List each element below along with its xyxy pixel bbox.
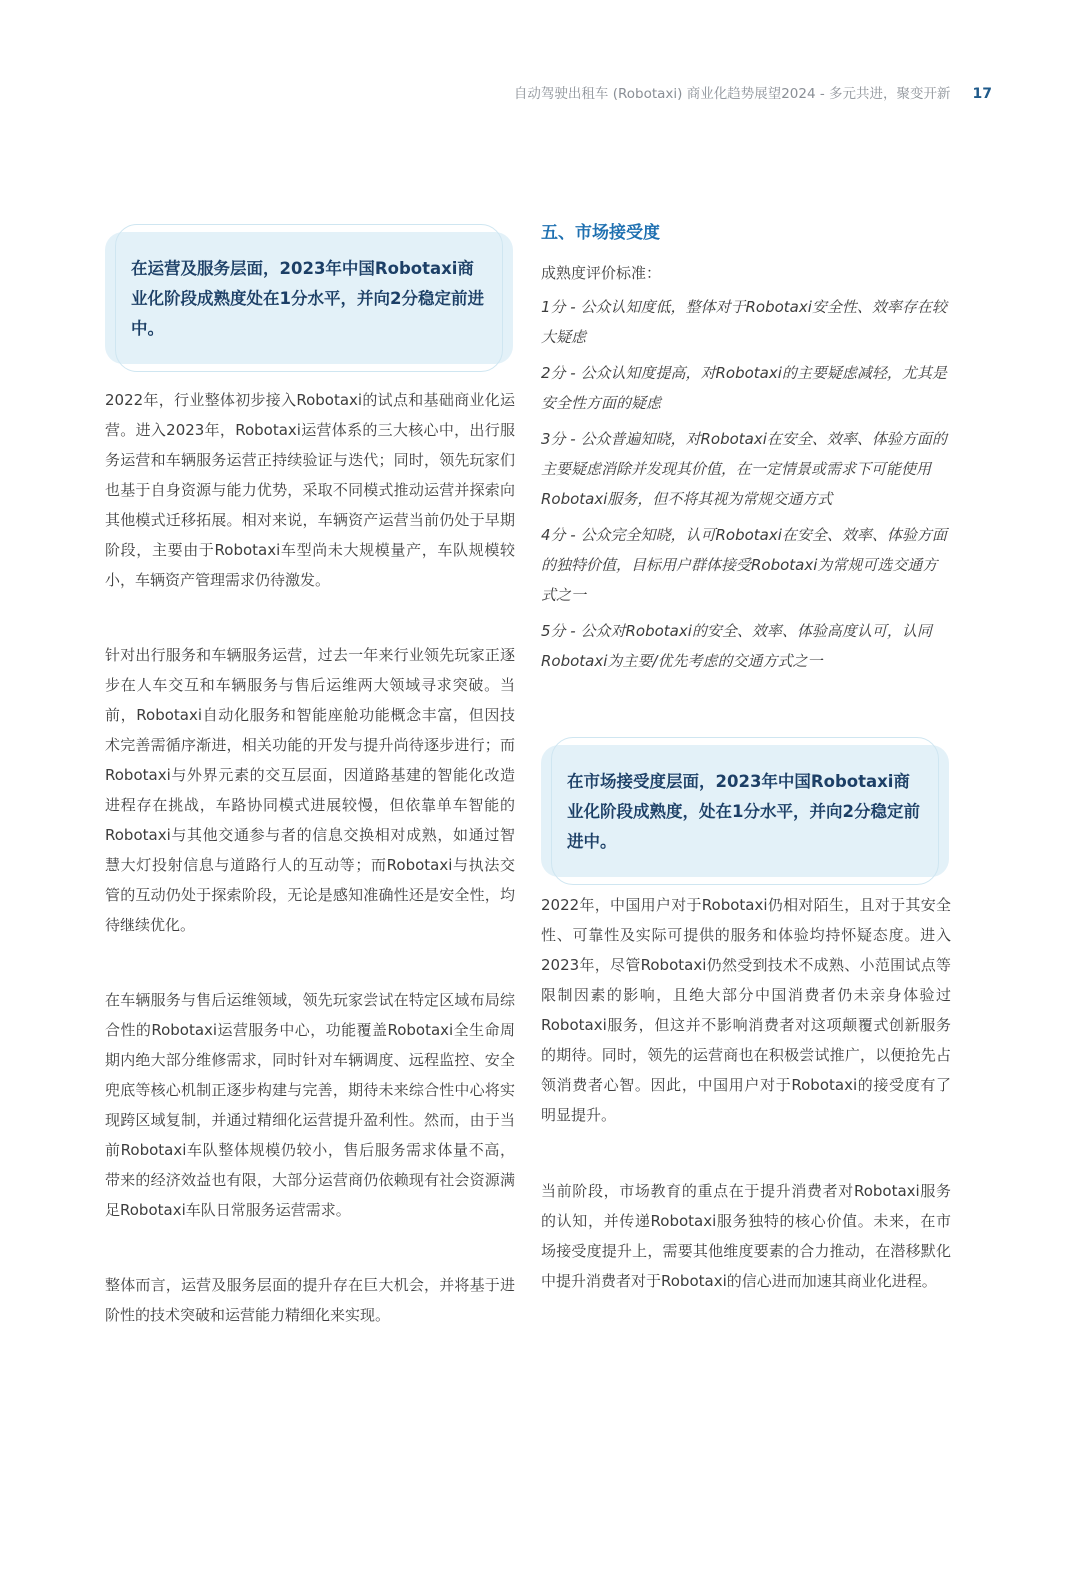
paragraph: 针对出行服务和车辆服务运营，过去一年来行业领先玩家正逐步在人车交互和车辆服务与售后运维两大领域寻求突破。当前，Robotaxi自动化服务和智能座舱功能概念丰富，但因技术完善需循序渐进，相关功能的开发与提升尚待逐步进行；而Robotaxi与外界元素的交互层面，因道路基建的智能化改造进程存在挑战，车路协同模式进展较慢，但依靠单车智能的Robotaxi与其他交通参与者的信息交换相对成熟，如通过智慧大灯投射信息与道路行人的互动等；而Robotaxi与执法交管的互动仍处于探索阶段，无论是感知准确性还是安全性，均待继续优化。 — [105, 646, 515, 934]
running-header — [300, 82, 992, 102]
operations-callout: 在运营及服务层面，2023年中国Robotaxi商业化阶段成熟度处在1分水平，并向2分稳定前进中。 — [105, 232, 513, 364]
paragraph: 在车辆服务与售后运维领域，领先玩家尝试在特定区域布局综合性的Robotaxi运营服务中心，功能覆盖Robotaxi全生命周期内绝大部分维修需求，同时针对车辆调度、远程监控、安全兜底等核心机制正逐步构建与完善，期待未来综合性中心将实现跨区域复制，并通过精细化运营提升盈利性。然而，由于当前Robotaxi车队整体规模仍较小，售后服务需求体量不高，带来的经济效益也有限，大部分运营商仍依赖现有社会资源满足Robotaxi车队日常服务运营需求。 — [105, 991, 515, 1219]
criteria-item: 5分 - 公众对Robotaxi的安全、效率、体验高度认可，认同Robotaxi为主要/优先考虑的交通方式之一 — [541, 622, 932, 670]
criteria-item: 1分 - 公众认知度低，整体对于Robotaxi安全性、效率存在较大疑虑 — [541, 298, 947, 346]
header-title: 自动驾驶出租车 (Robotaxi) 商业化趋势展望2024 - 多元共进，聚变开新 — [513, 86, 951, 102]
criteria-item: 3分 - 公众普遍知晓，对Robotaxi在安全、效率、体验方面的主要疑虑消除并发现其价值，在一定情景或需求下可能使用Robotaxi服务，但不将其视为常规交通方式 — [541, 430, 947, 508]
maturity-criteria-list — [541, 292, 951, 676]
market-acceptance-callout: 在市场接受度层面，2023年中国Robotaxi商业化阶段成熟度，处在1分水平，并向2分稳定前进中。 — [541, 745, 949, 877]
paragraph: 当前阶段，市场教育的重点在于提升消费者对Robotaxi服务的认知，并传递Robotaxi服务独特的核心价值。未来，在市场接受度提升上，需要其他维度要素的合力推动，在潜移默化中提升消费者对于Robotaxi的信心进而加速其商业化进程。 — [541, 1182, 951, 1290]
paragraph: 整体而言，运营及服务层面的提升存在巨大机会，并将基于进阶性的技术突破和运营能力精细化来实现。 — [105, 1276, 515, 1324]
criteria-item: 4分 - 公众完全知晓，认可Robotaxi在安全、效率、体验方面的独特价值，目标用户群体接受Robotaxi为常规可选交通方式之一 — [541, 526, 947, 604]
criteria-intro: 成熟度评价标准： — [541, 264, 662, 282]
paragraph: 2022年，中国用户对于Robotaxi仍相对陌生，且对于其安全性、可靠性及实际可提供的服务和体验均持怀疑态度。进入2023年，尽管Robotaxi仍然受到技术不成熟、小范围试点等限制因素的影响，且绝大部分中国消费者仍未亲身体验过Robotaxi服务，但这并不影响消费者对这项颠覆式创新服务的期待。同时，领先的运营商也在积极尝试推广，以便抢先占领消费者心智。因此，中国用户对于Robotaxi的接受度有了明显提升。 — [541, 896, 951, 1124]
page-number: 17 — [972, 86, 992, 102]
criteria-item: 2分 - 公众认知度提高，对Robotaxi的主要疑虑减轻，尤其是安全性方面的疑虑 — [541, 364, 947, 412]
paragraph: 2022年，行业整体初步接入Robotaxi的试点和基础商业化运营。进入2023年，Robotaxi运营体系的三大核心中，出行服务运营和车辆服务运营正持续验证与迭代；同时，领先玩家们也基于自身资源与能力优势，采取不同模式推动运营并探索向其他模式迁移拓展。相对来说，车辆资产运营当前仍处于早期阶段，主要由于Robotaxi车型尚未大规模量产，车队规模较小，车辆资产管理需求仍待激发。 — [105, 391, 515, 589]
section-title: 五、市场接受度 — [541, 223, 660, 243]
